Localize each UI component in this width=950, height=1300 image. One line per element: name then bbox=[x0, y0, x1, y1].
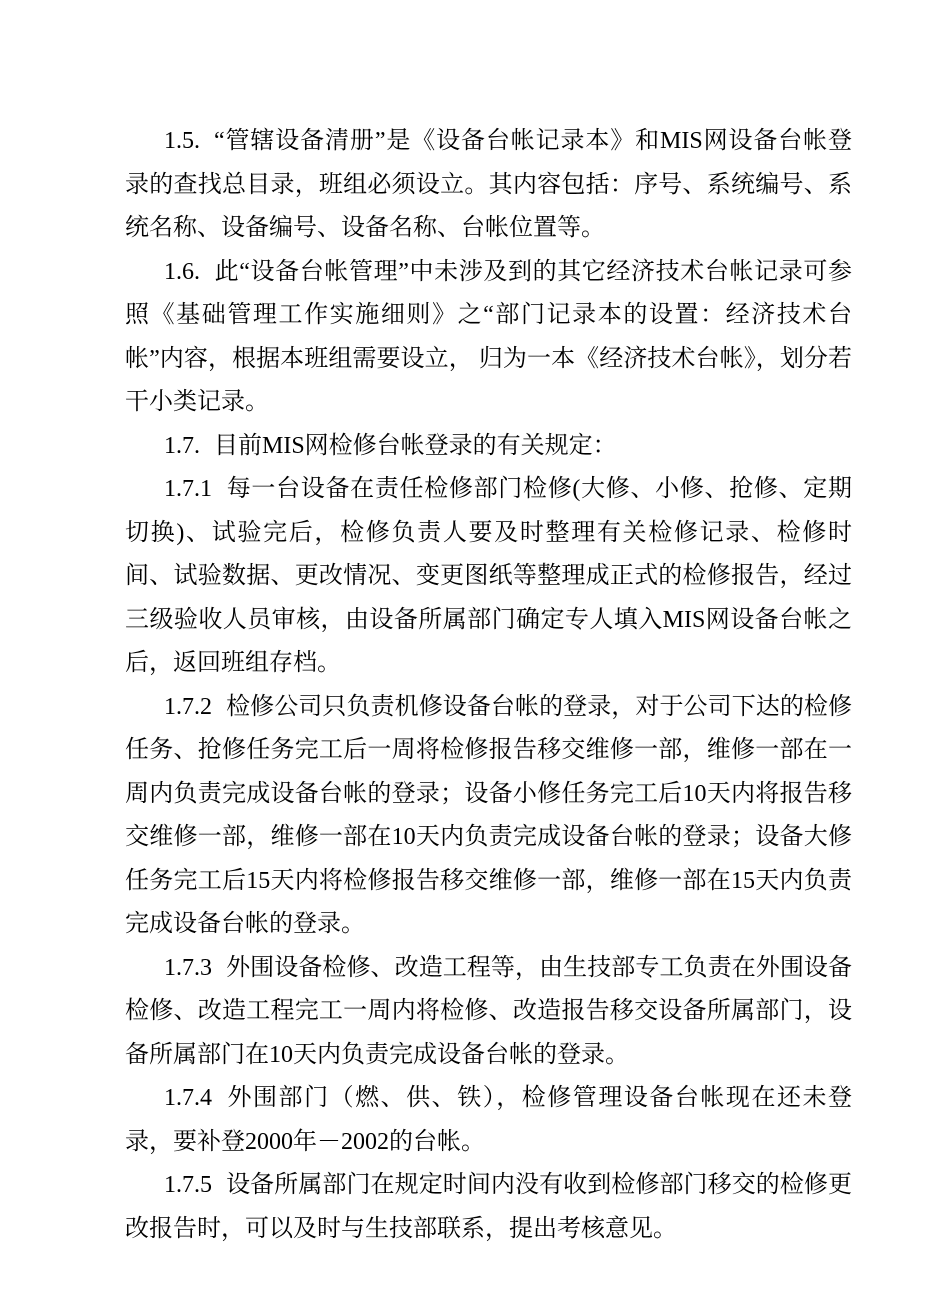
paragraph-1-7-1 bbox=[125, 468, 852, 686]
paragraph-text: 目前MIS网检修台帐登录的有关规定： bbox=[214, 432, 617, 459]
paragraph-1-7-3 bbox=[125, 947, 852, 1078]
section-number: 1.6. bbox=[164, 258, 200, 285]
section-number: 1.5. bbox=[164, 128, 200, 154]
section-number: 1.7.3 bbox=[164, 954, 212, 981]
section-number: 1.7. bbox=[164, 432, 200, 459]
paragraph-text: 此“设备台帐管理”中未涉及到的其它经济技术台帐记录可参照《基础管理工作实施细则》之“部门记录本的设置：经济技术台帐”内容，根据本班组需要设立， 归为一本《经济技术台帐》，划分若干小类记录。 bbox=[125, 258, 852, 415]
paragraph-1-7-2 bbox=[125, 686, 852, 947]
paragraph-text: 检修公司只负责机修设备台帐的登录，对于公司下达的检修任务、抢修任务完工后一周将检修报告移交维修一部，维修一部在一周内负责完成设备台帐的登录；设备小修任务完工后10天内将报告移交维修一部，维修一部在10天内负责完成设备台帐的登录；设备大修任务完工后15天内将检修报告移交维修一部，维修一部在15天内负责完成设备台帐的登录。 bbox=[125, 693, 852, 937]
section-number: 1.7.5 bbox=[164, 1172, 212, 1198]
paragraph-text: 设备所属部门在规定时间内没有收到检修部门移交的检修更改报告时，可以及时与生技部联系，提出考核意见。 bbox=[125, 1172, 852, 1242]
section-number: 1.7.1 bbox=[164, 476, 212, 502]
paragraph-1-5 bbox=[125, 120, 852, 251]
paragraph-text: 外围设备检修、改造工程等，由生技部专工负责在外围设备检修、改造工程完工一周内将检修、改造报告移交设备所属部门，设备所属部门在10天内负责完成设备台帐的登录。 bbox=[125, 954, 852, 1068]
section-number: 1.7.4 bbox=[164, 1085, 212, 1111]
paragraph-1-7-4 bbox=[125, 1077, 852, 1164]
paragraph-1-7-5 bbox=[125, 1164, 852, 1251]
paragraph-text: 每一台设备在责任检修部门检修(大修、小修、抢修、定期切换)、试验完后，检修负责人要及时整理有关检修记录、检修时间、试验数据、更改情况、变更图纸等整理成正式的检修报告，经过三级验收人员审核，由设备所属部门确定专人填入MIS网设备台帐之后，返回班组存档。 bbox=[125, 476, 852, 676]
paragraph-text: 外围部门（燃、供、铁），检修管理设备台帐现在还未登录，要补登2000年－2002的台帐。 bbox=[125, 1085, 852, 1155]
paragraph-text: “管辖设备清册”是《设备台帐记录本》和MIS网设备台帐登录的查找总目录，班组必须设立。其内容包括：序号、系统编号、系统名称、设备编号、设备名称、台帐位置等。 bbox=[125, 128, 852, 241]
paragraph-1-7 bbox=[125, 425, 852, 469]
section-number: 1.7.2 bbox=[164, 693, 212, 720]
paragraph-1-6 bbox=[125, 251, 852, 425]
